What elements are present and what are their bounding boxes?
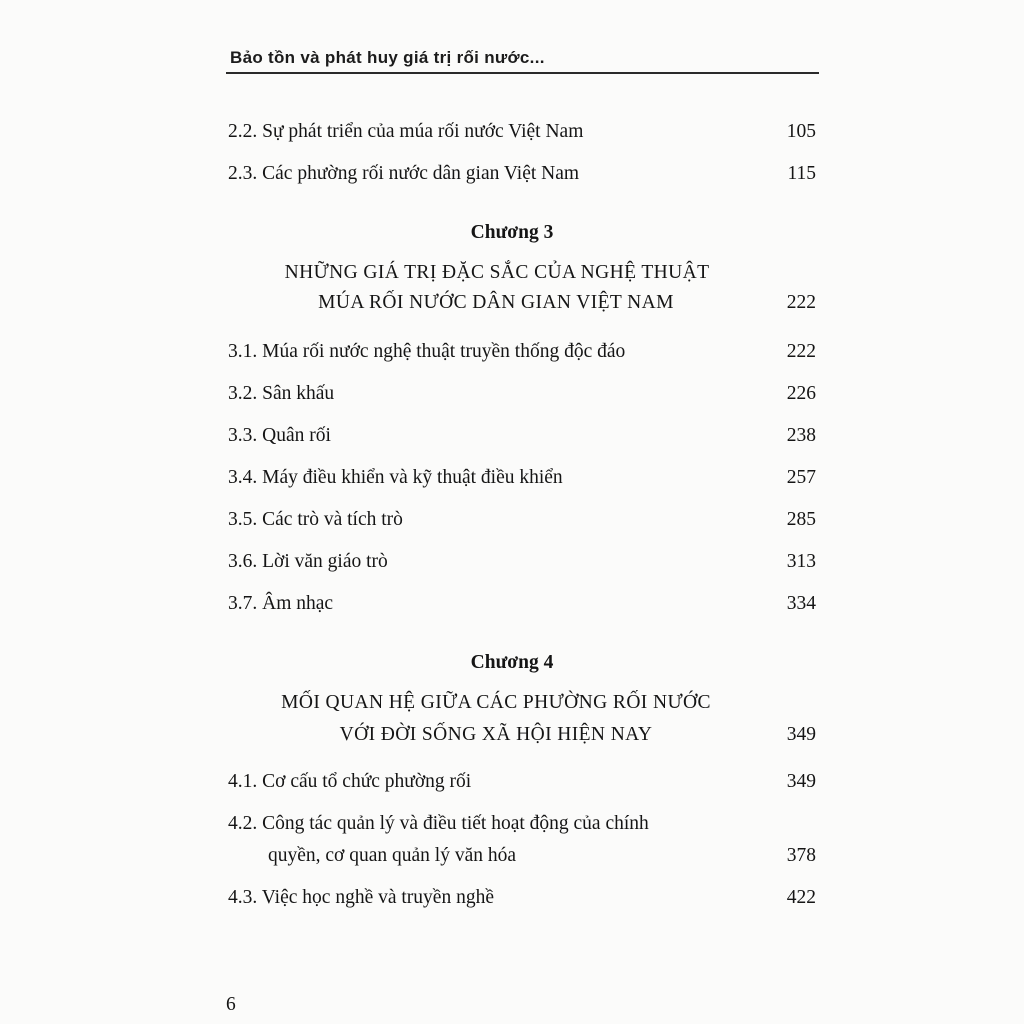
toc-entry-page: 226 — [786, 383, 816, 404]
toc-entry-label: 4.1. Cơ cấu tổ chức phường rối — [228, 771, 472, 792]
toc-entry-page: 422 — [786, 887, 816, 908]
toc-entry-page: 257 — [786, 467, 816, 488]
toc-entry-label: 4.2. Công tác quản lý và điều tiết hoạt động của chính — [228, 813, 649, 834]
chapter-3-title-line-1: NHỮNG GIÁ TRỊ ĐẶC SẮC CỦA NGHỆ THUẬT — [284, 262, 710, 283]
toc-entry-label: 3.2. Sân khấu — [228, 383, 335, 404]
page-number: 6 — [226, 994, 236, 1015]
chapter-3-heading: Chương 3 — [470, 222, 554, 243]
toc-entry-label: 3.7. Âm nhạc — [228, 593, 334, 614]
toc-entry-label: 3.1. Múa rối nước nghệ thuật truyền thống độc đáo — [228, 341, 626, 362]
toc-entry-label-continued: quyền, cơ quan quản lý văn hóa — [268, 845, 517, 866]
chapter-4-heading: Chương 4 — [470, 652, 554, 673]
toc-entry-label: 3.3. Quân rối — [228, 425, 331, 446]
toc-entry-page: 334 — [786, 593, 816, 614]
toc-entry-page: 285 — [786, 509, 816, 530]
chapter-3-page: 222 — [786, 292, 816, 313]
chapter-4-title-line-1: MỐI QUAN HỆ GIỮA CÁC PHƯỜNG RỐI NƯỚC — [281, 692, 711, 713]
toc-entry-label: 3.5. Các trò và tích trò — [228, 509, 403, 530]
toc-entry-page: 238 — [786, 425, 816, 446]
toc-entry-page: 349 — [786, 771, 816, 792]
toc-entry-page: 378 — [786, 845, 816, 866]
running-header: Bảo tồn và phát huy giá trị rối nước... — [230, 48, 545, 67]
toc-entry-label: 3.6. Lời văn giáo trò — [228, 551, 388, 572]
toc-entry-page: 115 — [787, 163, 816, 184]
header-rule — [226, 72, 819, 74]
toc-entry-page: 313 — [786, 551, 816, 572]
toc-entry-page: 222 — [786, 341, 816, 362]
toc-entry-label: 4.3. Việc học nghề và truyền nghề — [228, 887, 494, 908]
toc-entry-label: 3.4. Máy điều khiển và kỹ thuật điều khiển — [228, 467, 563, 488]
toc-entry-label: 2.3. Các phường rối nước dân gian Việt Nam — [228, 163, 580, 184]
chapter-4-title-line-2: VỚI ĐỜI SỐNG XÃ HỘI HIỆN NAY — [339, 724, 653, 745]
chapter-4-page: 349 — [786, 724, 816, 745]
chapter-3-title-line-2: MÚA RỐI NƯỚC DÂN GIAN VIỆT NAM — [318, 292, 674, 313]
toc-entry-label: 2.2. Sự phát triển của múa rối nước Việt Nam — [228, 121, 584, 142]
toc-entry-page: 105 — [786, 121, 816, 142]
